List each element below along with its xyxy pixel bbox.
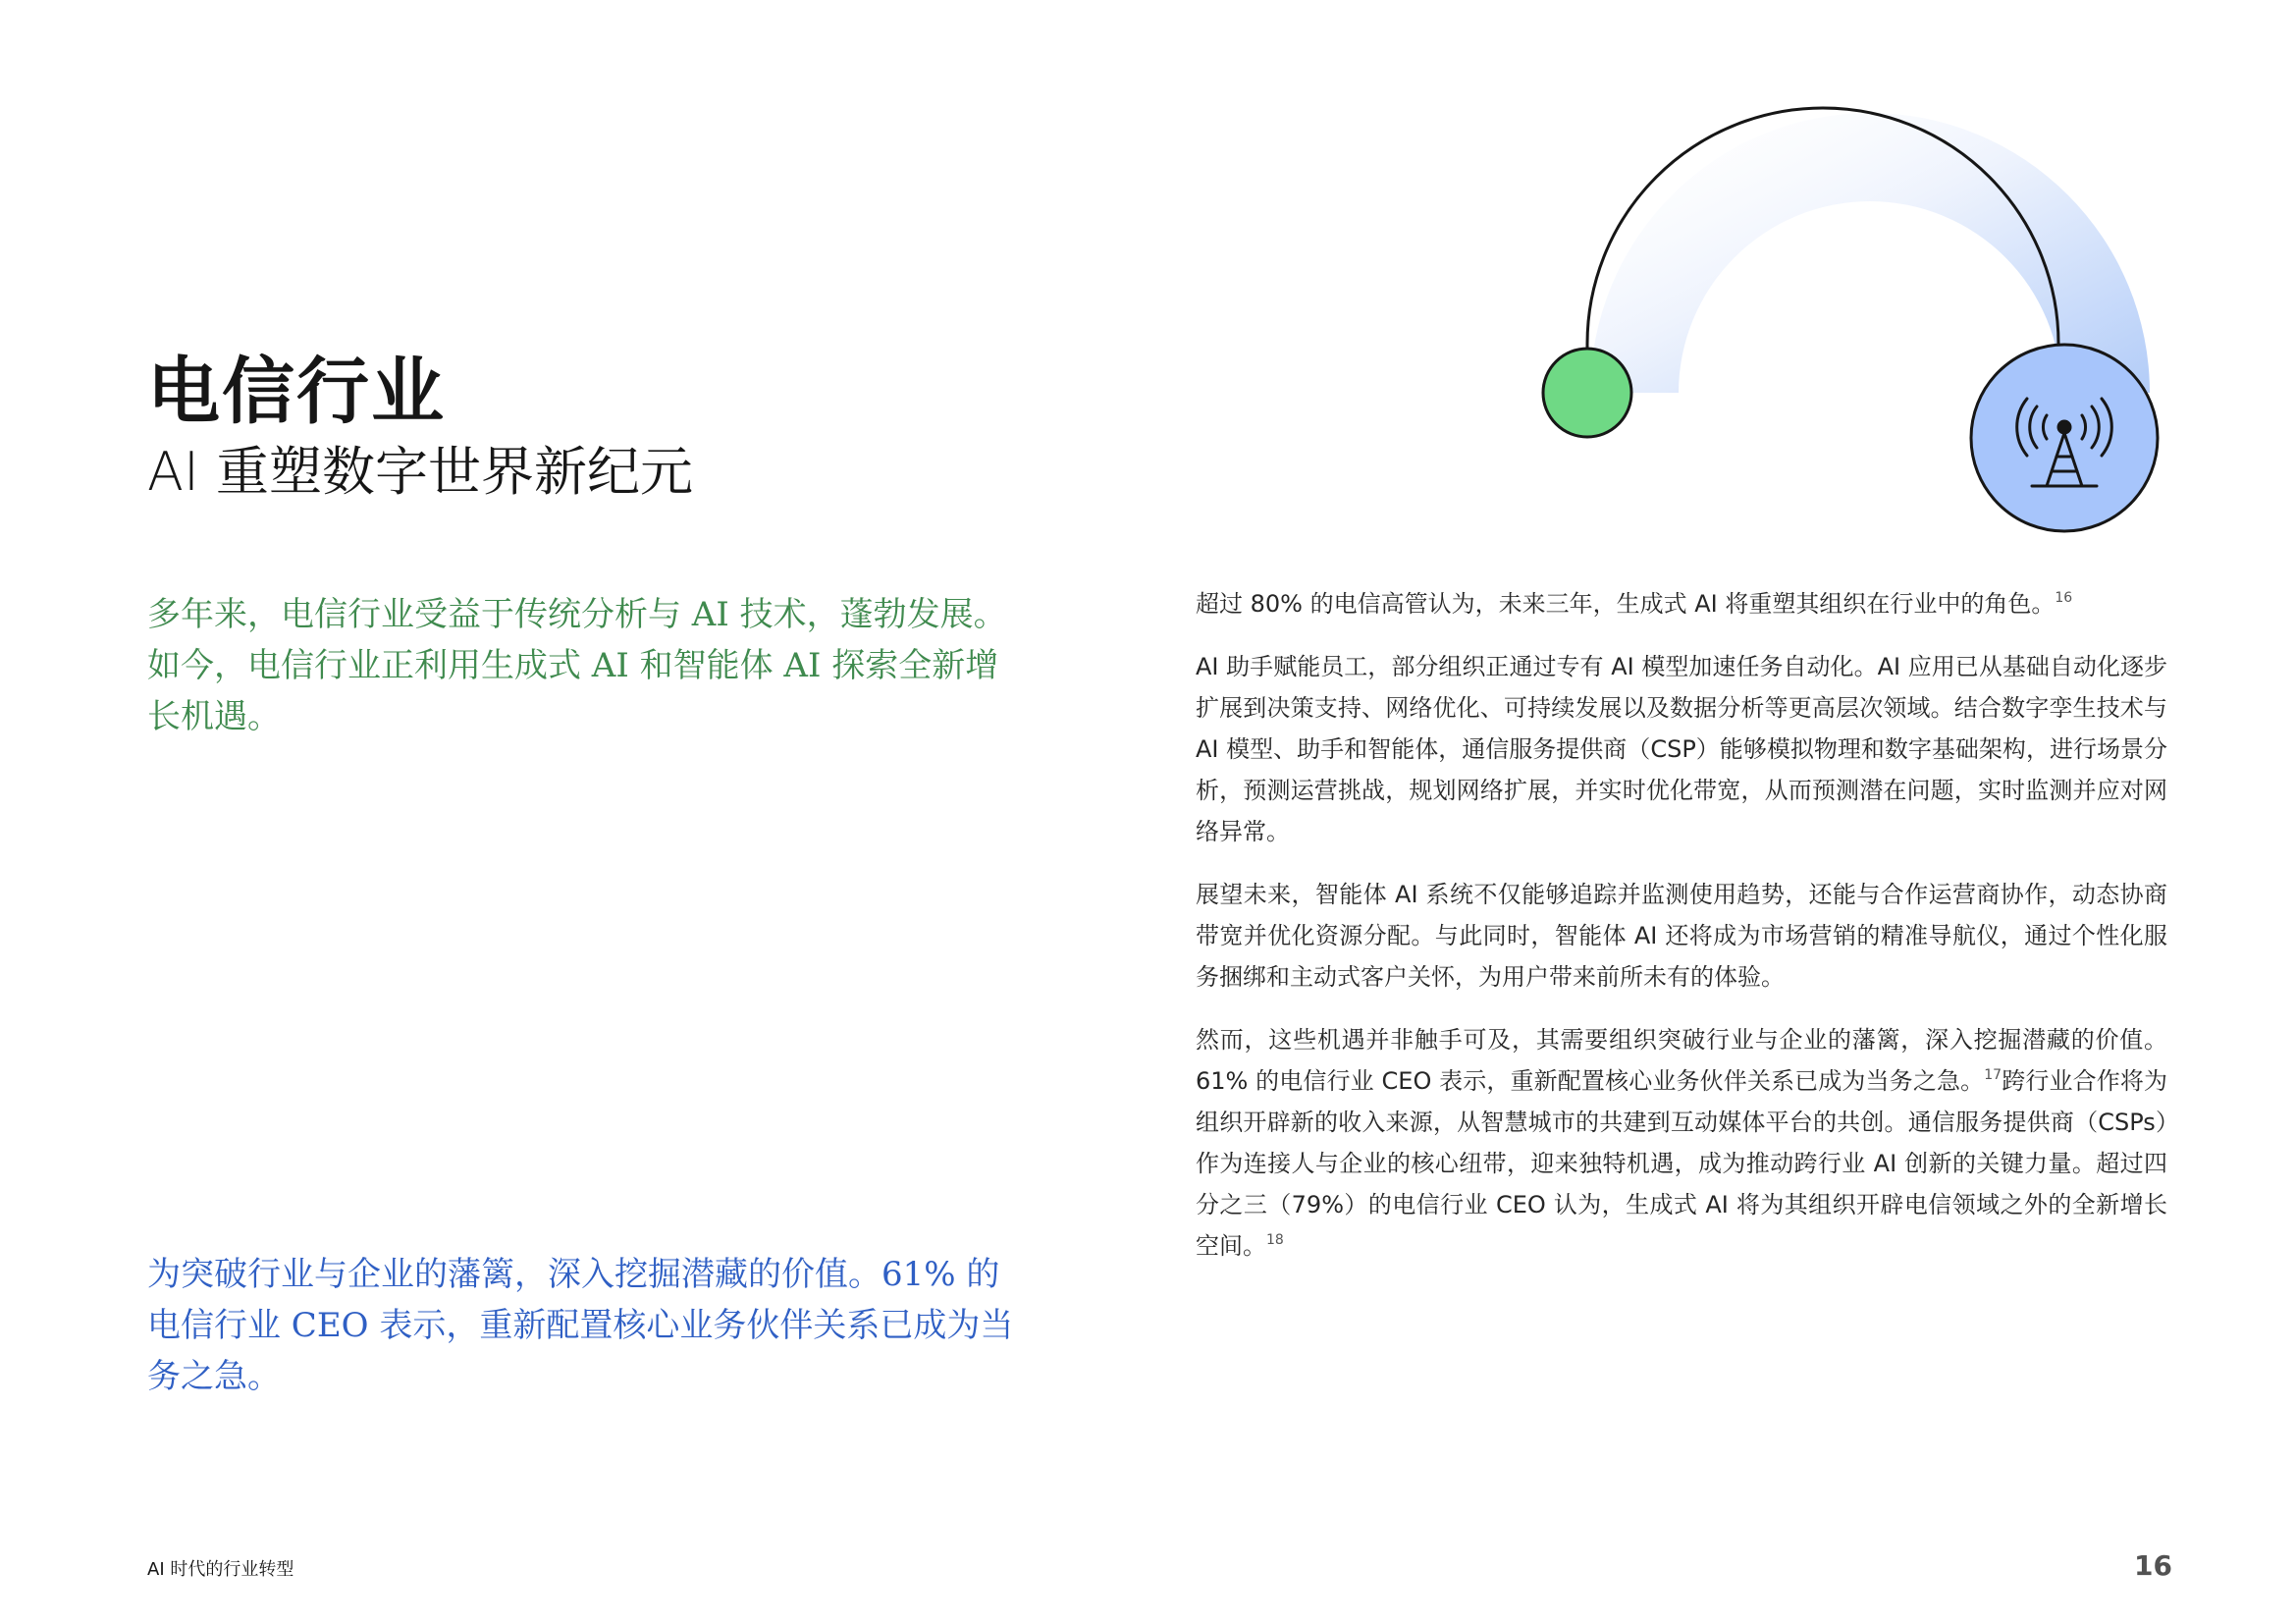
body-paragraph-4: 然而，这些机遇并非触手可及，其需要组织突破行业与企业的藩篱，深入挖掘潜藏的价值。61% 的电信行业 CEO 表示，重新配置核心业务伙伴关系已成为当务之急。$^{17}$跨行业合作将为组织开辟新的收入来源，从智慧城市的共建到互动媒体平台的共创。通信服务提供商（CSPs）作为连接人与企业的核心纽带，迎来独特机遇，成为推动跨行业 AI 创新的关键力量。超过四分之三（79%）的电信行业 CEO 认为，生成式 AI 将为其组织开辟电信领域之外的全新增长空间。$^{18}$ <box>1196 1026 2168 1260</box>
body-paragraph-1: 超过 80% 的电信高管认为，未来三年，生成式 AI 将重塑其组织在行业中的角色。$^{16}$ <box>1196 590 2073 618</box>
footnote-ref: 17 <box>1984 1067 2002 1083</box>
intro-quote: 多年来，电信行业受益于传统分析与 AI 技术，蓬勃发展。如今，电信行业正利用生成式 AI 和智能体 AI 探索全新增长机遇。 <box>147 595 1007 736</box>
footer-report-title: AI 时代的行业转型 <box>147 1559 294 1580</box>
page-subtitle: AI 重塑数字世界新纪元 <box>147 441 694 503</box>
footnote-ref: 18 <box>1266 1232 1284 1248</box>
body-text <box>1196 583 2167 1288</box>
footnote-ref: 16 <box>2055 590 2073 606</box>
green-node <box>1543 349 1631 437</box>
page-title: 电信行业 <box>147 350 446 434</box>
pull-quote: 为突破行业与企业的藩篱，深入挖掘潜藏的价值。61% 的电信行业 CEO 表示，重新配置核心业务伙伴关系已成为当务之急。 <box>147 1255 1014 1396</box>
body-paragraph-2: AI 助手赋能员工，部分组织正通过专有 AI 模型加速任务自动化。AI 应用已从基础自动化逐步扩展到决策支持、网络优化、可持续发展以及数据分析等更高层次领域。结合数字孪生技术与 AI 模型、助手和智能体，通信服务提供商（CSP）能够模拟物理和数字基础架构，进行场景分析，预测运营挑战，规划网络扩展，并实时优化带宽，从而预测潜在问题，实时监测并应对网络异常。 <box>1196 653 2167 845</box>
page-number: 16 <box>2134 1549 2172 1582</box>
blue-node <box>1971 345 2158 531</box>
body-paragraph-3: 展望未来，智能体 AI 系统不仅能够追踪并监测使用趋势，还能与合作运营商协作，动态协商带宽并优化资源分配。与此同时，智能体 AI 还将成为市场营销的精准导航仪，通过个性化服务捆绑和主动式客户关怀，为用户带来前所未有的体验。 <box>1196 881 2167 991</box>
arc-illustration <box>1512 49 2189 560</box>
